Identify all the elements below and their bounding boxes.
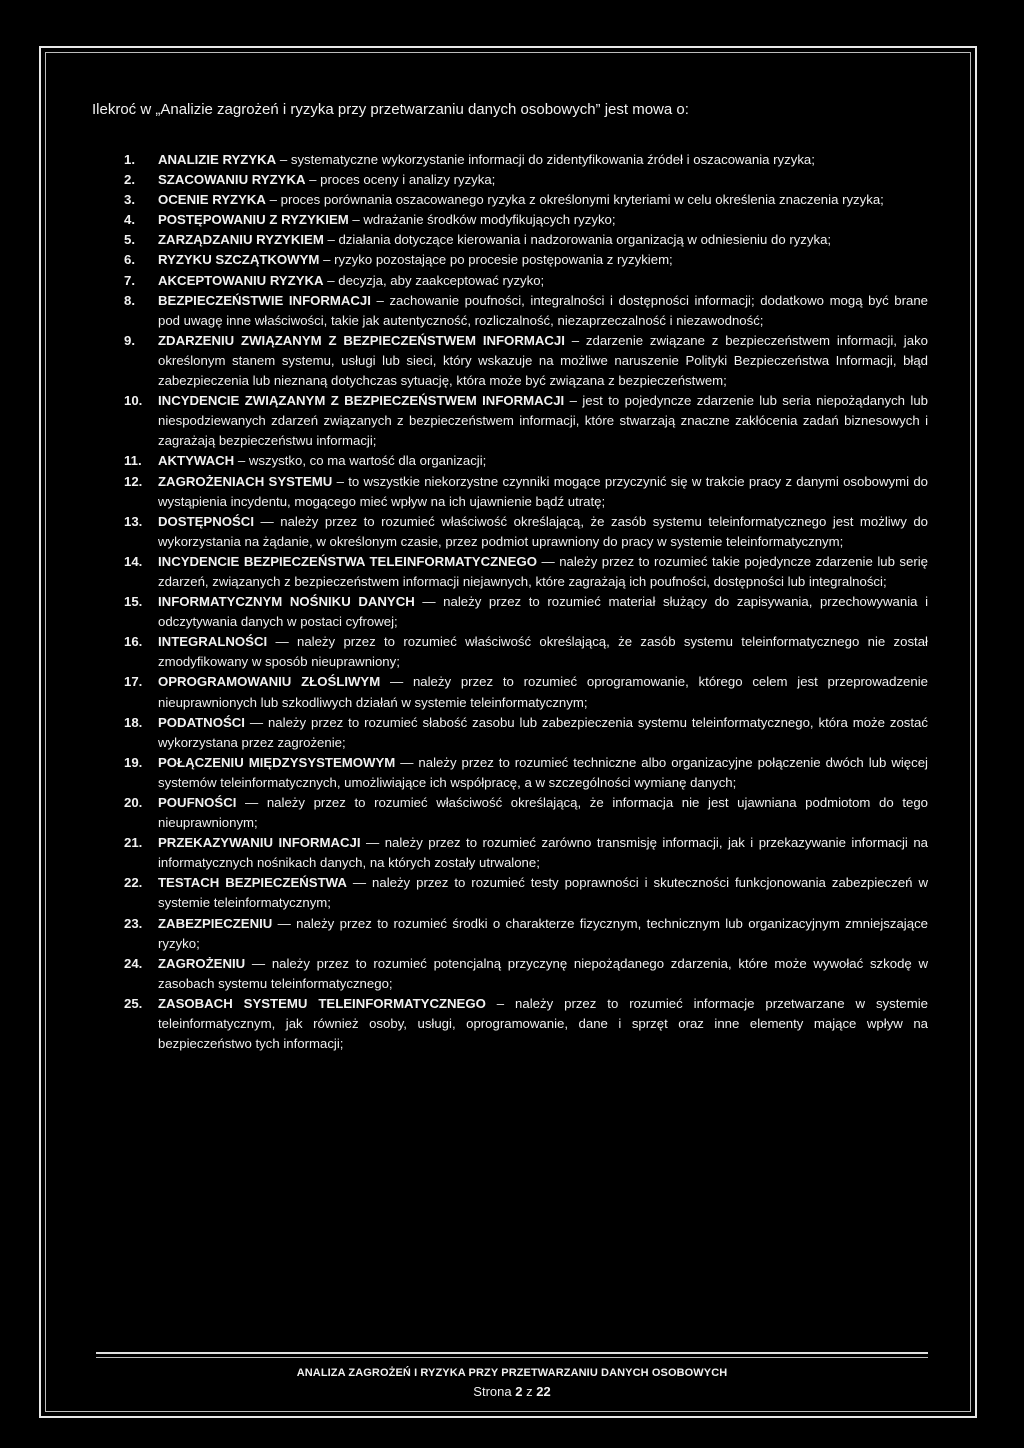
definition-term: AKTYWACH <box>158 453 235 469</box>
definition-item <box>92 250 928 270</box>
definition-item <box>92 954 928 994</box>
definitions-list <box>92 150 928 1054</box>
definition-term: PRZEKAZYWANIU INFORMACJI <box>158 835 361 851</box>
definition-text: — należy przez to rozumieć słabość zasobu lub zabezpieczenia systemu teleinformatycznego, która może zostać wykorzystana przez zagrożenie; <box>158 714 928 750</box>
definition-number: 25. <box>124 995 143 1011</box>
definition-term: POŁĄCZENIU MIĘDZYSYSTEMOWYM <box>158 754 396 770</box>
definition-term: INTEGRALNOŚCI <box>158 634 268 650</box>
definition-number: 2. <box>124 172 135 188</box>
definition-term: AKCEPTOWANIU RYZYKA <box>158 272 324 288</box>
definition-text: – jest to pojedyncze zdarzenie lub seria niepożądanych lub niespodziewanych zdarzeń związanych z bezpieczeństwem informacji, które stwarzają znaczne zakłócenia zadań biznesowych i zagrażają bezpieczeństwu informacji; <box>158 393 928 449</box>
definition-term: ZASOBACH SYSTEMU TELEINFORMATYCZNEGO <box>158 995 486 1011</box>
definition-text: – ryzyko pozostające po procesie postępowania z ryzykiem; <box>319 252 673 268</box>
definition-number: 7. <box>124 272 135 288</box>
definition-item <box>92 873 928 913</box>
definition-text: — należy przez to rozumieć testy poprawności i skuteczności funkcjonowania zabezpieczeń w systemie teleinformatycznym; <box>158 875 928 911</box>
definition-text: – należy przez to rozumieć informacje przetwarzane w systemie teleinformatycznym, jak również osoby, usługi, oprogramowanie, dane i sprzęt oraz inne elementy mające wpływ na bezpieczeństwo tych informacji; <box>158 995 928 1052</box>
definition-term: ANALIZIE RYZYKA <box>158 152 277 167</box>
definition-number: 22. <box>124 875 143 891</box>
definition-item <box>92 210 928 230</box>
definition-text: — należy przez to rozumieć oprogramowanie, którego celem jest przeprowadzenie nieuprawnionych lub szkodliwych działań w systemie teleinformatycznym; <box>158 674 928 710</box>
definition-item <box>92 592 928 632</box>
definition-number: 8. <box>124 292 135 308</box>
definition-item <box>92 331 928 391</box>
definition-item <box>92 672 928 712</box>
definition-term: ZAGROŻENIU <box>158 955 246 971</box>
definition-term: BEZPIECZEŃSTWIE INFORMACJI <box>158 292 371 308</box>
page-total: 22 <box>536 1384 551 1399</box>
definition-text: — należy przez to rozumieć techniczne albo organizacyjne połączenie dwóch lub więcej systemów teleinformatycznych, umożliwiające ich współpracę, a w szczególności wymianę danych; <box>158 754 928 790</box>
definition-term: ZAGROŻENIACH SYSTEMU <box>158 473 333 489</box>
definition-item <box>92 190 928 210</box>
definition-term: OPROGRAMOWANIU ZŁOŚLIWYM <box>158 674 381 690</box>
definition-text: — należy przez to rozumieć środki o charakterze fizycznym, technicznym lub organizacyjnym zmniejszające ryzyko; <box>158 915 928 951</box>
definition-item <box>92 271 928 291</box>
definition-text: — należy przez to rozumieć potencjalną przyczynę niepożądanego zdarzenia, które może wywołać szkodę w zasobach systemu teleinformatycznego; <box>158 955 928 991</box>
footer-document-title: ANALIZA ZAGROŻEŃ I RYZYKA PRZY PRZETWARZANIU DANYCH OSOBOWYCH <box>296 1367 728 1379</box>
definition-text: — należy przez to rozumieć materiał służący do zapisywania, przechowywania i odczytywania danych w postaci cyfrowej; <box>158 594 928 630</box>
definition-term: SZACOWANIU RYZYKA <box>158 172 306 188</box>
definition-number: 10. <box>124 393 143 409</box>
definition-number: 3. <box>124 192 135 208</box>
definition-number: 12. <box>124 473 143 489</box>
definition-item <box>92 833 928 873</box>
definition-term: ZABEZPIECZENIU <box>158 915 273 931</box>
definition-number: 20. <box>124 795 143 810</box>
page-prefix: Strona <box>473 1384 512 1399</box>
definition-number: 1. <box>124 152 135 167</box>
definition-item <box>92 914 928 954</box>
definition-term: TESTACH BEZPIECZEŃSTWA <box>158 875 347 891</box>
intro-paragraph: Ilekroć w „Analizie zagrożeń i ryzyka przy przetwarzaniu danych osobowych” jest mowa o: <box>92 101 689 118</box>
definition-text: – proces oceny i analizy ryzyka; <box>305 172 496 188</box>
definition-number: 5. <box>124 232 135 248</box>
definition-item <box>92 472 928 512</box>
definition-number: 14. <box>124 553 143 569</box>
page-separator: z <box>526 1384 533 1399</box>
definition-text: — należy przez to rozumieć właściwość określającą, że zasób systemu teleinformatycznego nie został zmodyfikowany w sposób nieuprawniony; <box>158 634 928 670</box>
definition-term: POUFNOŚCI <box>158 795 237 810</box>
definition-text: – systematyczne wykorzystanie informacji do zidentyfikowania źródeł i oszacowania ryzyka; <box>276 152 815 167</box>
definition-number: 24. <box>124 955 143 971</box>
definition-text: – działania dotyczące kierowania i nadzorowania organizacją w odniesieniu do ryzyka; <box>323 232 832 248</box>
definition-number: 18. <box>124 714 143 730</box>
definition-number: 11. <box>124 453 142 469</box>
definition-number: 23. <box>124 915 143 931</box>
definition-item <box>92 391 928 451</box>
definition-number: 17. <box>124 674 143 690</box>
definition-text: – zachowanie poufności, integralności i dostępności informacji; dodatkowo mogą być brane pod uwagę inne właściwości, takie jak autentyczność, rozliczalność, niezaprzeczalność i niezawodność; <box>158 292 928 328</box>
definition-text: – zdarzenie związane z bezpieczeństwem informacji, jako określonym stanem systemu, usługi lub sieci, który wskazuje na możliwe naruszenie Polityki Bezpieczeństwa Informacji, błąd zabezpieczenia lub nieznaną dotychczas sytuację, która może być związana z bezpieczeństwem; <box>158 332 928 389</box>
definition-text: – proces porównania oszacowanego ryzyka z określonymi kryteriami w celu określenia znaczenia ryzyka; <box>265 192 884 208</box>
definition-text: – wszystko, co ma wartość dla organizacji; <box>234 453 487 469</box>
definition-text: – to wszystkie niekorzystne czynniki mogące przyczynić się w trakcie pracy z danymi osobowymi do wystąpienia incydentu, mogącego mieć wpływ na ich ujawnienie bądź utratę; <box>158 473 929 509</box>
definition-item <box>92 291 928 331</box>
definition-item <box>92 793 928 833</box>
definition-number: 4. <box>124 212 135 228</box>
definition-item <box>92 552 928 592</box>
definition-number: 9. <box>124 332 135 348</box>
definition-number: 13. <box>124 513 143 529</box>
definition-text: — należy przez to rozumieć takie pojedyncze zdarzenie lub serię zdarzeń, związanych z bezpieczeństwem informacji niejawnych, które zagrażają ich poufności, dostępności lub integralności; <box>158 553 928 589</box>
definition-term: INFORMATYCZNYM NOŚNIKU DANYCH <box>158 594 415 610</box>
definition-item <box>92 512 928 552</box>
definition-text: — należy przez to rozumieć właściwość określającą, że informacja nie jest ujawniana podmiotom do tego nieuprawnionym; <box>158 795 928 831</box>
definition-item <box>92 753 928 793</box>
definition-term: ZDARZENIU ZWIĄZANYM Z BEZPIECZEŃSTWEM INFORMACJI <box>158 332 565 348</box>
definition-text: – wdrażanie środków modyfikujących ryzyko; <box>348 212 616 228</box>
definition-item <box>92 451 928 471</box>
definition-term: PODATNOŚCI <box>158 714 245 730</box>
definition-text: – decyzja, aby zaakceptować ryzyko; <box>323 272 545 288</box>
definition-number: 6. <box>124 252 135 268</box>
definition-number: 19. <box>124 754 143 770</box>
definition-term: INCYDENCIE BEZPIECZEŃSTWA TELEINFORMATYCZNEGO <box>158 553 537 569</box>
definition-item <box>92 713 928 753</box>
definition-text: — należy przez to rozumieć właściwość określającą, że zasób systemu teleinformatycznego jest możliwy do wykorzystania na żądanie, w określonym czasie, przez podmiot uprawniony do pracy w systemie teleinformatycznym; <box>158 513 928 549</box>
definition-item <box>92 150 928 170</box>
footer-divider-thin <box>96 1357 928 1358</box>
definition-term: RYZYKU SZCZĄTKOWYM <box>158 252 320 268</box>
definition-term: ZARZĄDZANIU RYZYKIEM <box>158 232 324 248</box>
definition-item <box>92 230 928 250</box>
footer-page-number <box>0 1384 1024 1399</box>
definition-number: 21. <box>124 835 143 851</box>
definition-item <box>92 994 928 1054</box>
definition-term: OCENIE RYZYKA <box>158 192 266 208</box>
document-body <box>92 100 928 1054</box>
page-current: 2 <box>515 1384 523 1399</box>
definition-item <box>92 632 928 672</box>
definition-term: DOSTĘPNOŚCI <box>158 513 254 529</box>
footer-divider <box>96 1352 928 1354</box>
definition-term: POSTĘPOWANIU Z RYZYKIEM <box>158 212 349 228</box>
definition-number: 16. <box>124 634 143 650</box>
definition-number: 15. <box>124 594 143 610</box>
definition-term: INCYDENCIE ZWIĄZANYM Z BEZPIECZEŃSTWEM INFORMACJI <box>158 393 565 409</box>
definition-text: — należy przez to rozumieć zarówno transmisję informacji, jak i przekazywanie informacji na informatycznych nośnikach danych, na których zostały utrwalone; <box>158 835 928 871</box>
definition-item <box>92 170 928 190</box>
